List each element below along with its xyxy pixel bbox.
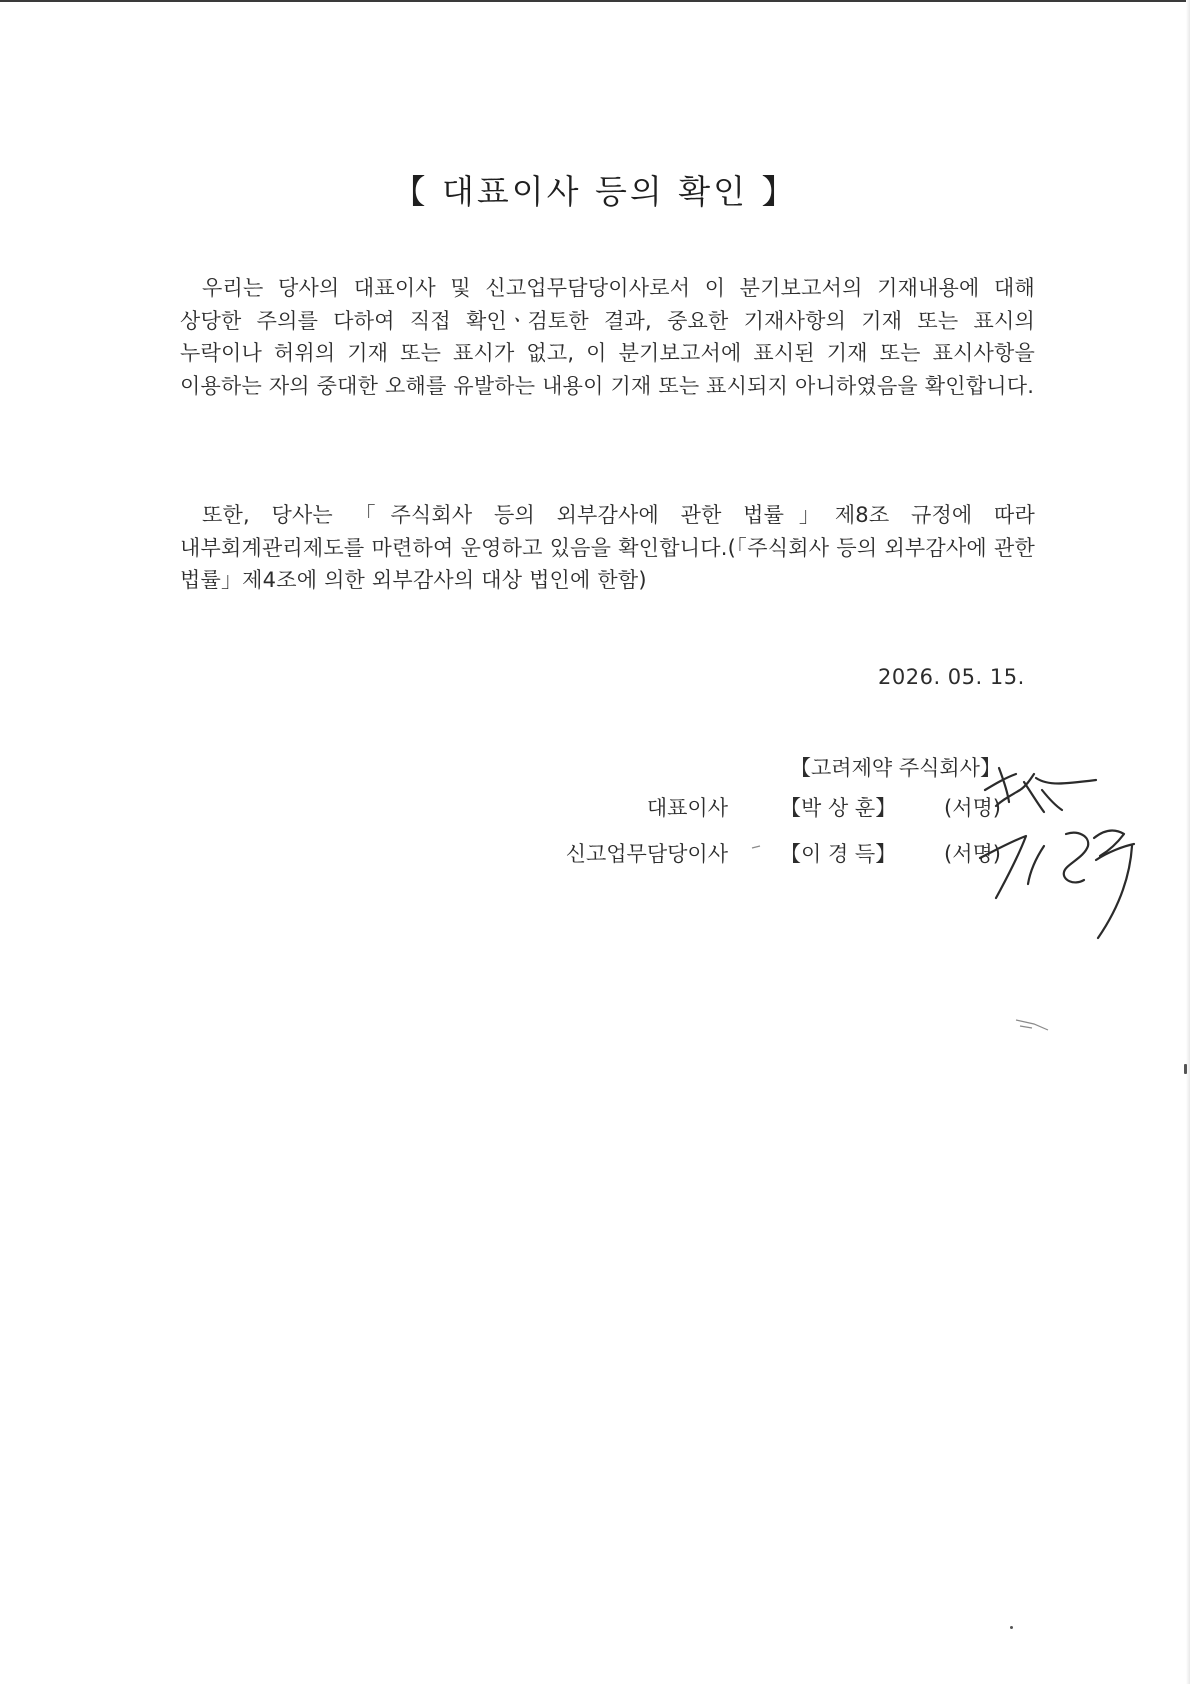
officer-signature-stroke [1028,846,1044,884]
signatory-row-ceo [540,792,1020,824]
officer-signature-stroke [1098,846,1132,938]
document-title: 【 대표이사 등의 확인 】 [392,172,798,211]
officer-signature-stroke [1096,844,1134,860]
confirmation-paragraph: 우리는 당사의 대표이사 및 신고업무담당이사로서 이 분기보고서의 기재내용에 대해 상당한 주의를 다하여 직접 확인ㆍ검토한 결과, 중요한 기재사항의 기재 또는 표시의 누락이나 허위의 기재 또는 표시가 없고, 이 분기보고서에 표시된 기재 또는 표시사항을 이용하는 자의 중대한 오해를 유발하는 내용이 기재 또는 표시되지 아니하였음을 확인합니다. [180,276,1035,398]
signature-label: (서명) [944,796,1001,820]
signatory-name: 【이 경 득】 [780,842,897,866]
company-name: 【고려제약 주식회사】 [790,756,1001,780]
scan-edge-shadow [1186,0,1190,1684]
ceo-signature-stroke [1024,782,1044,812]
document-date: 2026. 05. 15. [878,665,1025,689]
scan-speck [1010,1626,1013,1629]
top-rule [0,0,1190,2]
signatory-row-disclosure-officer [540,838,1020,870]
signatory-role: 대표이사 [646,796,728,820]
signature-label: (서명) [944,842,1001,866]
officer-signature-stroke [1064,833,1088,883]
officer-signature-stroke [1094,831,1124,856]
internal-control-paragraph: 또한, 당사는 「주식회사 등의 외부감사에 관한 법률」제8조 규정에 따라 내부회계관리제도를 마련하여 운영하고 있음을 확인합니다.(「주식회사 등의 외부감사에 관한 법률」제4조에 의한 외부감사의 대상 법인에 한함) [180,503,1035,592]
scan-smudge [1016,1020,1048,1030]
scan-speck [1184,1064,1187,1074]
ceo-signature-stroke [1042,790,1062,810]
scan-smudge [1020,1026,1032,1028]
ceo-signature-stroke [1036,778,1096,784]
signatory-role: 신고업무담당이사 [565,842,728,866]
signatory-name: 【박 상 훈】 [780,796,897,820]
